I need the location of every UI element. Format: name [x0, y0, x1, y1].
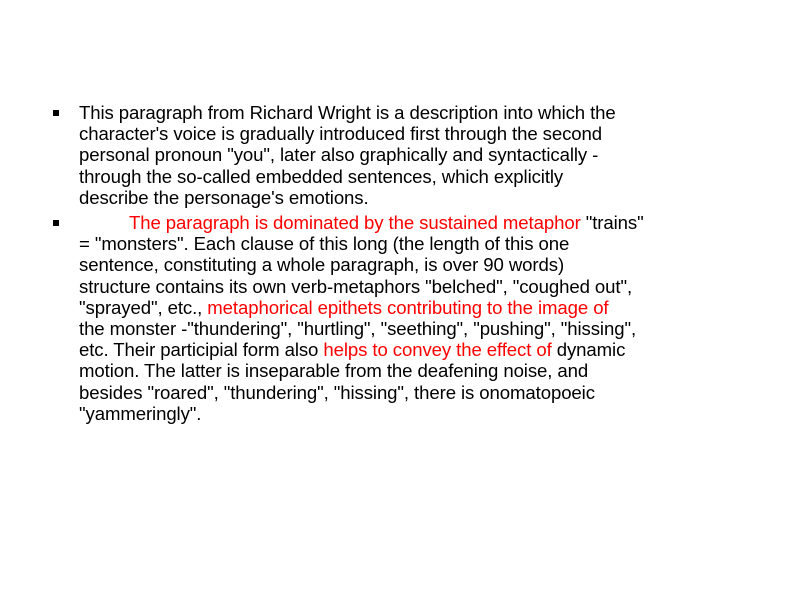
- paragraph-line: [79, 212, 750, 233]
- text-segment: dynamic: [551, 339, 626, 361]
- paragraph-line: [79, 339, 750, 360]
- text-segment: the monster -"thundering", "hurtling", "seething", "pushing", "hissing",: [79, 318, 637, 340]
- paragraph-line: [79, 166, 750, 187]
- highlighted-text: metaphorical epithets contributing to the image of: [207, 296, 609, 318]
- highlighted-text: helps to convey the effect of: [323, 339, 552, 361]
- text-segment: "yammeringly".: [79, 402, 202, 424]
- paragraph-line: [79, 318, 750, 339]
- square-bullet-icon: [53, 220, 59, 226]
- text-segment: = "monsters". Each clause of this long (the length of this one: [79, 233, 570, 255]
- text-segment: through the so-called embedded sentences, which explicitly: [79, 165, 564, 187]
- bullet-list: [50, 102, 750, 428]
- text-segment: character's voice is gradually introduced first through the second: [79, 123, 603, 145]
- text-segment: etc. Their participial form also: [79, 339, 324, 361]
- square-bullet-icon: [53, 110, 59, 116]
- text-segment: personal pronoun "you", later also graphically and syntactically -: [79, 144, 599, 166]
- paragraph-line: [79, 403, 750, 424]
- text-segment: structure contains its own verb-metaphors "belched", "coughed out",: [79, 275, 633, 297]
- paragraph-line: [79, 382, 750, 403]
- bullet-item: [50, 102, 750, 208]
- text-segment: sentence, constituting a whole paragraph, is over 90 words): [79, 254, 565, 276]
- text-segment: motion. The latter is inseparable from the deafening noise, and: [79, 360, 589, 382]
- text-segment: This paragraph from Richard Wright is a description into which the: [79, 102, 616, 123]
- paragraph-line: [79, 276, 750, 297]
- paragraph-line: [79, 187, 750, 208]
- paragraph-line: [79, 297, 750, 318]
- paragraph-line: [79, 254, 750, 275]
- paragraph-line: [79, 102, 750, 123]
- text-segment: besides "roared", "thundering", "hissing", there is onomatopoeic: [79, 381, 595, 403]
- text-segment: describe the personage's emotions.: [79, 186, 369, 208]
- paragraph-line: [79, 123, 750, 144]
- highlighted-text: The paragraph is dominated by the sustained metaphor: [129, 212, 581, 234]
- paragraph-line: [79, 233, 750, 254]
- paragraph-line: [79, 144, 750, 165]
- text-segment: "trains": [580, 212, 644, 234]
- paragraph-line: [79, 360, 750, 381]
- text-segment: "sprayed", etc.,: [79, 296, 208, 318]
- bullet-item: [50, 212, 750, 424]
